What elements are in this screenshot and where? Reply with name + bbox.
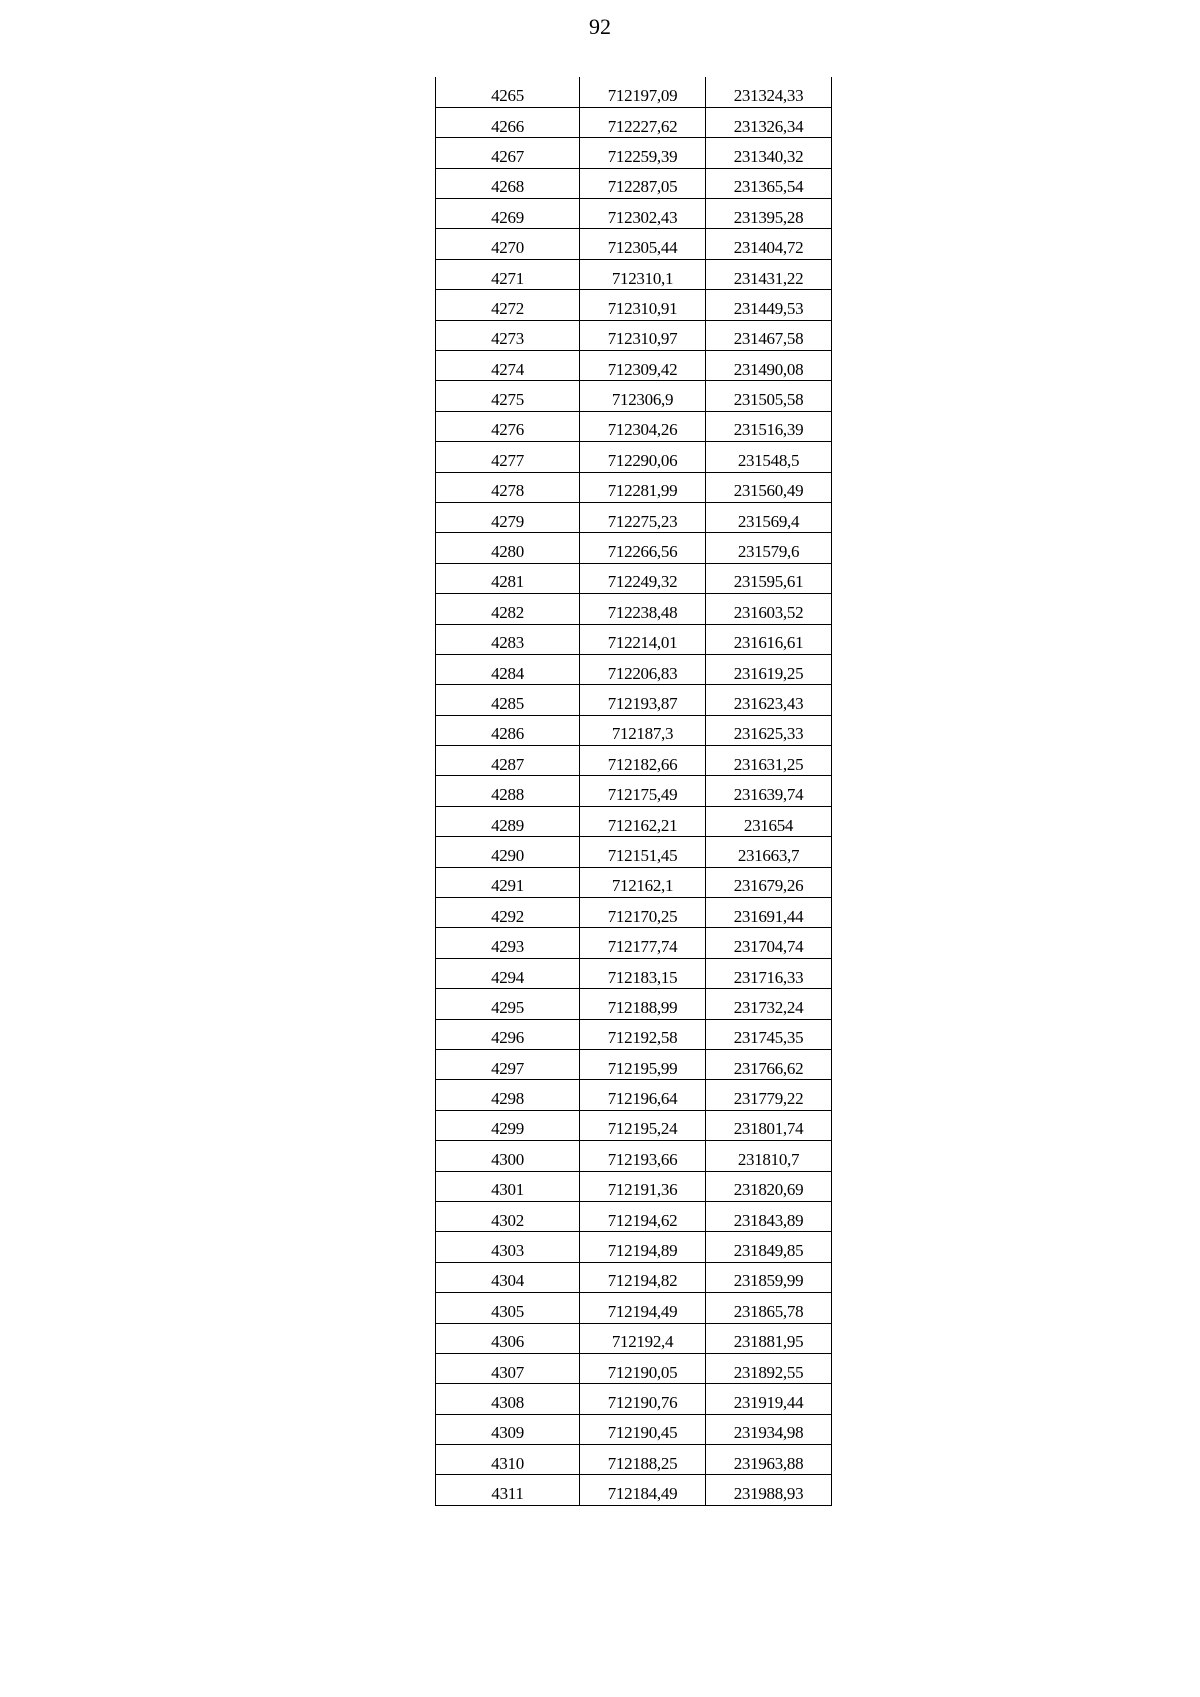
x-coordinate-cell: 712162,1: [580, 867, 706, 897]
x-coordinate-cell: 712309,42: [580, 351, 706, 381]
table-row: [436, 1141, 832, 1171]
x-coordinate-cell: 712184,49: [580, 1475, 706, 1505]
x-coordinate-cell: 712192,58: [580, 1019, 706, 1049]
point-number-cell: 4270: [436, 229, 580, 259]
x-coordinate-cell: 712187,3: [580, 715, 706, 745]
table-row: [436, 624, 832, 654]
x-coordinate-cell: 712170,25: [580, 898, 706, 928]
table-row: [436, 1080, 832, 1110]
table-row: [436, 1050, 832, 1080]
x-coordinate-cell: 712194,62: [580, 1201, 706, 1231]
y-coordinate-cell: 231934,98: [706, 1414, 832, 1444]
table-row: [436, 502, 832, 532]
point-number-cell: 4267: [436, 138, 580, 168]
y-coordinate-cell: 231505,58: [706, 381, 832, 411]
y-coordinate-cell: 231843,89: [706, 1201, 832, 1231]
table-row: [436, 1171, 832, 1201]
coordinates-table: [435, 77, 832, 1506]
x-coordinate-cell: 712191,36: [580, 1171, 706, 1201]
point-number-cell: 4309: [436, 1414, 580, 1444]
point-number-cell: 4272: [436, 290, 580, 320]
x-coordinate-cell: 712190,76: [580, 1384, 706, 1414]
y-coordinate-cell: 231449,53: [706, 290, 832, 320]
point-number-cell: 4286: [436, 715, 580, 745]
point-number-cell: 4285: [436, 685, 580, 715]
y-coordinate-cell: 231691,44: [706, 898, 832, 928]
x-coordinate-cell: 712310,91: [580, 290, 706, 320]
x-coordinate-cell: 712206,83: [580, 654, 706, 684]
y-coordinate-cell: 231623,43: [706, 685, 832, 715]
y-coordinate-cell: 231467,58: [706, 320, 832, 350]
point-number-cell: 4298: [436, 1080, 580, 1110]
y-coordinate-cell: 231988,93: [706, 1475, 832, 1505]
point-number-cell: 4276: [436, 411, 580, 441]
x-coordinate-cell: 712302,43: [580, 199, 706, 229]
point-number-cell: 4297: [436, 1050, 580, 1080]
x-coordinate-cell: 712306,9: [580, 381, 706, 411]
table-row: [436, 715, 832, 745]
x-coordinate-cell: 712188,99: [580, 989, 706, 1019]
y-coordinate-cell: 231745,35: [706, 1019, 832, 1049]
point-number-cell: 4284: [436, 654, 580, 684]
x-coordinate-cell: 712305,44: [580, 229, 706, 259]
x-coordinate-cell: 712190,45: [580, 1414, 706, 1444]
table-row: [436, 928, 832, 958]
point-number-cell: 4305: [436, 1293, 580, 1323]
y-coordinate-cell: 231569,4: [706, 502, 832, 532]
table-row: [436, 958, 832, 988]
table-row: [436, 259, 832, 289]
y-coordinate-cell: 231616,61: [706, 624, 832, 654]
point-number-cell: 4290: [436, 837, 580, 867]
table-row: [436, 1353, 832, 1383]
y-coordinate-cell: 231849,85: [706, 1232, 832, 1262]
y-coordinate-cell: 231820,69: [706, 1171, 832, 1201]
x-coordinate-cell: 712196,64: [580, 1080, 706, 1110]
x-coordinate-cell: 712193,87: [580, 685, 706, 715]
point-number-cell: 4295: [436, 989, 580, 1019]
table-row: [436, 77, 832, 107]
point-number-cell: 4304: [436, 1262, 580, 1292]
x-coordinate-cell: 712195,24: [580, 1110, 706, 1140]
y-coordinate-cell: 231663,7: [706, 837, 832, 867]
point-number-cell: 4274: [436, 351, 580, 381]
x-coordinate-cell: 712281,99: [580, 472, 706, 502]
point-number-cell: 4310: [436, 1445, 580, 1475]
point-number-cell: 4294: [436, 958, 580, 988]
y-coordinate-cell: 231625,33: [706, 715, 832, 745]
table-row: [436, 168, 832, 198]
point-number-cell: 4291: [436, 867, 580, 897]
table-row: [436, 1201, 832, 1231]
x-coordinate-cell: 712195,99: [580, 1050, 706, 1080]
y-coordinate-cell: 231779,22: [706, 1080, 832, 1110]
table-row: [436, 351, 832, 381]
point-number-cell: 4271: [436, 259, 580, 289]
x-coordinate-cell: 712192,4: [580, 1323, 706, 1353]
point-number-cell: 4288: [436, 776, 580, 806]
x-coordinate-cell: 712227,62: [580, 107, 706, 137]
table-row: [436, 472, 832, 502]
x-coordinate-cell: 712194,82: [580, 1262, 706, 1292]
y-coordinate-cell: 231679,26: [706, 867, 832, 897]
table-row: [436, 199, 832, 229]
x-coordinate-cell: 712287,05: [580, 168, 706, 198]
table-row: [436, 898, 832, 928]
point-number-cell: 4289: [436, 806, 580, 836]
table-row: [436, 563, 832, 593]
x-coordinate-cell: 712151,45: [580, 837, 706, 867]
page-number: 92: [589, 14, 611, 39]
x-coordinate-cell: 712238,48: [580, 594, 706, 624]
y-coordinate-cell: 231639,74: [706, 776, 832, 806]
x-coordinate-cell: 712214,01: [580, 624, 706, 654]
y-coordinate-cell: 231326,34: [706, 107, 832, 137]
point-number-cell: 4299: [436, 1110, 580, 1140]
x-coordinate-cell: 712190,05: [580, 1353, 706, 1383]
table-row: [436, 776, 832, 806]
table-row: [436, 1262, 832, 1292]
point-number-cell: 4301: [436, 1171, 580, 1201]
table-row: [436, 138, 832, 168]
x-coordinate-cell: 712175,49: [580, 776, 706, 806]
table-row: [436, 320, 832, 350]
table-row: [436, 1232, 832, 1262]
x-coordinate-cell: 712290,06: [580, 442, 706, 472]
y-coordinate-cell: 231603,52: [706, 594, 832, 624]
y-coordinate-cell: 231404,72: [706, 229, 832, 259]
x-coordinate-cell: 712162,21: [580, 806, 706, 836]
x-coordinate-cell: 712188,25: [580, 1445, 706, 1475]
table-row: [436, 746, 832, 776]
point-number-cell: 4265: [436, 77, 580, 107]
point-number-cell: 4279: [436, 502, 580, 532]
table-row: [436, 1323, 832, 1353]
y-coordinate-cell: 231654: [706, 806, 832, 836]
point-number-cell: 4273: [436, 320, 580, 350]
point-number-cell: 4293: [436, 928, 580, 958]
table-row: [436, 837, 832, 867]
table-row: [436, 594, 832, 624]
point-number-cell: 4281: [436, 563, 580, 593]
point-number-cell: 4277: [436, 442, 580, 472]
y-coordinate-cell: 231560,49: [706, 472, 832, 502]
x-coordinate-cell: 712266,56: [580, 533, 706, 563]
y-coordinate-cell: 231595,61: [706, 563, 832, 593]
x-coordinate-cell: 712193,66: [580, 1141, 706, 1171]
point-number-cell: 4268: [436, 168, 580, 198]
x-coordinate-cell: 712249,32: [580, 563, 706, 593]
y-coordinate-cell: 231919,44: [706, 1384, 832, 1414]
table-row: [436, 1293, 832, 1323]
point-number-cell: 4283: [436, 624, 580, 654]
y-coordinate-cell: 231340,32: [706, 138, 832, 168]
x-coordinate-cell: 712310,97: [580, 320, 706, 350]
table-row: [436, 685, 832, 715]
point-number-cell: 4306: [436, 1323, 580, 1353]
point-number-cell: 4280: [436, 533, 580, 563]
x-coordinate-cell: 712259,39: [580, 138, 706, 168]
y-coordinate-cell: 231516,39: [706, 411, 832, 441]
table-row: [436, 1019, 832, 1049]
y-coordinate-cell: 231324,33: [706, 77, 832, 107]
y-coordinate-cell: 231431,22: [706, 259, 832, 289]
y-coordinate-cell: 231365,54: [706, 168, 832, 198]
y-coordinate-cell: 231892,55: [706, 1353, 832, 1383]
y-coordinate-cell: 231865,78: [706, 1293, 832, 1323]
point-number-cell: 4308: [436, 1384, 580, 1414]
x-coordinate-cell: 712182,66: [580, 746, 706, 776]
table-row: [436, 533, 832, 563]
x-coordinate-cell: 712194,49: [580, 1293, 706, 1323]
y-coordinate-cell: 231579,6: [706, 533, 832, 563]
table-row: [436, 806, 832, 836]
table-row: [436, 411, 832, 441]
y-coordinate-cell: 231548,5: [706, 442, 832, 472]
y-coordinate-cell: 231395,28: [706, 199, 832, 229]
point-number-cell: 4282: [436, 594, 580, 624]
y-coordinate-cell: 231631,25: [706, 746, 832, 776]
y-coordinate-cell: 231704,74: [706, 928, 832, 958]
y-coordinate-cell: 231810,7: [706, 1141, 832, 1171]
table-row: [436, 381, 832, 411]
y-coordinate-cell: 231732,24: [706, 989, 832, 1019]
table-row: [436, 290, 832, 320]
table-row: [436, 654, 832, 684]
point-number-cell: 4275: [436, 381, 580, 411]
table-row: [436, 1384, 832, 1414]
x-coordinate-cell: 712304,26: [580, 411, 706, 441]
y-coordinate-cell: 231766,62: [706, 1050, 832, 1080]
point-number-cell: 4278: [436, 472, 580, 502]
x-coordinate-cell: 712177,74: [580, 928, 706, 958]
y-coordinate-cell: 231801,74: [706, 1110, 832, 1140]
y-coordinate-cell: 231963,88: [706, 1445, 832, 1475]
table-row: [436, 867, 832, 897]
table-row: [436, 107, 832, 137]
point-number-cell: 4311: [436, 1475, 580, 1505]
y-coordinate-cell: 231881,95: [706, 1323, 832, 1353]
y-coordinate-cell: 231490,08: [706, 351, 832, 381]
table-row: [436, 442, 832, 472]
point-number-cell: 4269: [436, 199, 580, 229]
coordinates-table-body: [436, 77, 832, 1505]
point-number-cell: 4266: [436, 107, 580, 137]
table-row: [436, 229, 832, 259]
point-number-cell: 4292: [436, 898, 580, 928]
y-coordinate-cell: 231619,25: [706, 654, 832, 684]
x-coordinate-cell: 712197,09: [580, 77, 706, 107]
point-number-cell: 4307: [436, 1353, 580, 1383]
point-number-cell: 4303: [436, 1232, 580, 1262]
point-number-cell: 4300: [436, 1141, 580, 1171]
point-number-cell: 4287: [436, 746, 580, 776]
y-coordinate-cell: 231859,99: [706, 1262, 832, 1292]
table-row: [436, 1110, 832, 1140]
table-row: [436, 1414, 832, 1444]
point-number-cell: 4296: [436, 1019, 580, 1049]
table-row: [436, 1475, 832, 1505]
point-number-cell: 4302: [436, 1201, 580, 1231]
y-coordinate-cell: 231716,33: [706, 958, 832, 988]
x-coordinate-cell: 712183,15: [580, 958, 706, 988]
x-coordinate-cell: 712275,23: [580, 502, 706, 532]
table-row: [436, 989, 832, 1019]
table-row: [436, 1445, 832, 1475]
x-coordinate-cell: 712194,89: [580, 1232, 706, 1262]
x-coordinate-cell: 712310,1: [580, 259, 706, 289]
